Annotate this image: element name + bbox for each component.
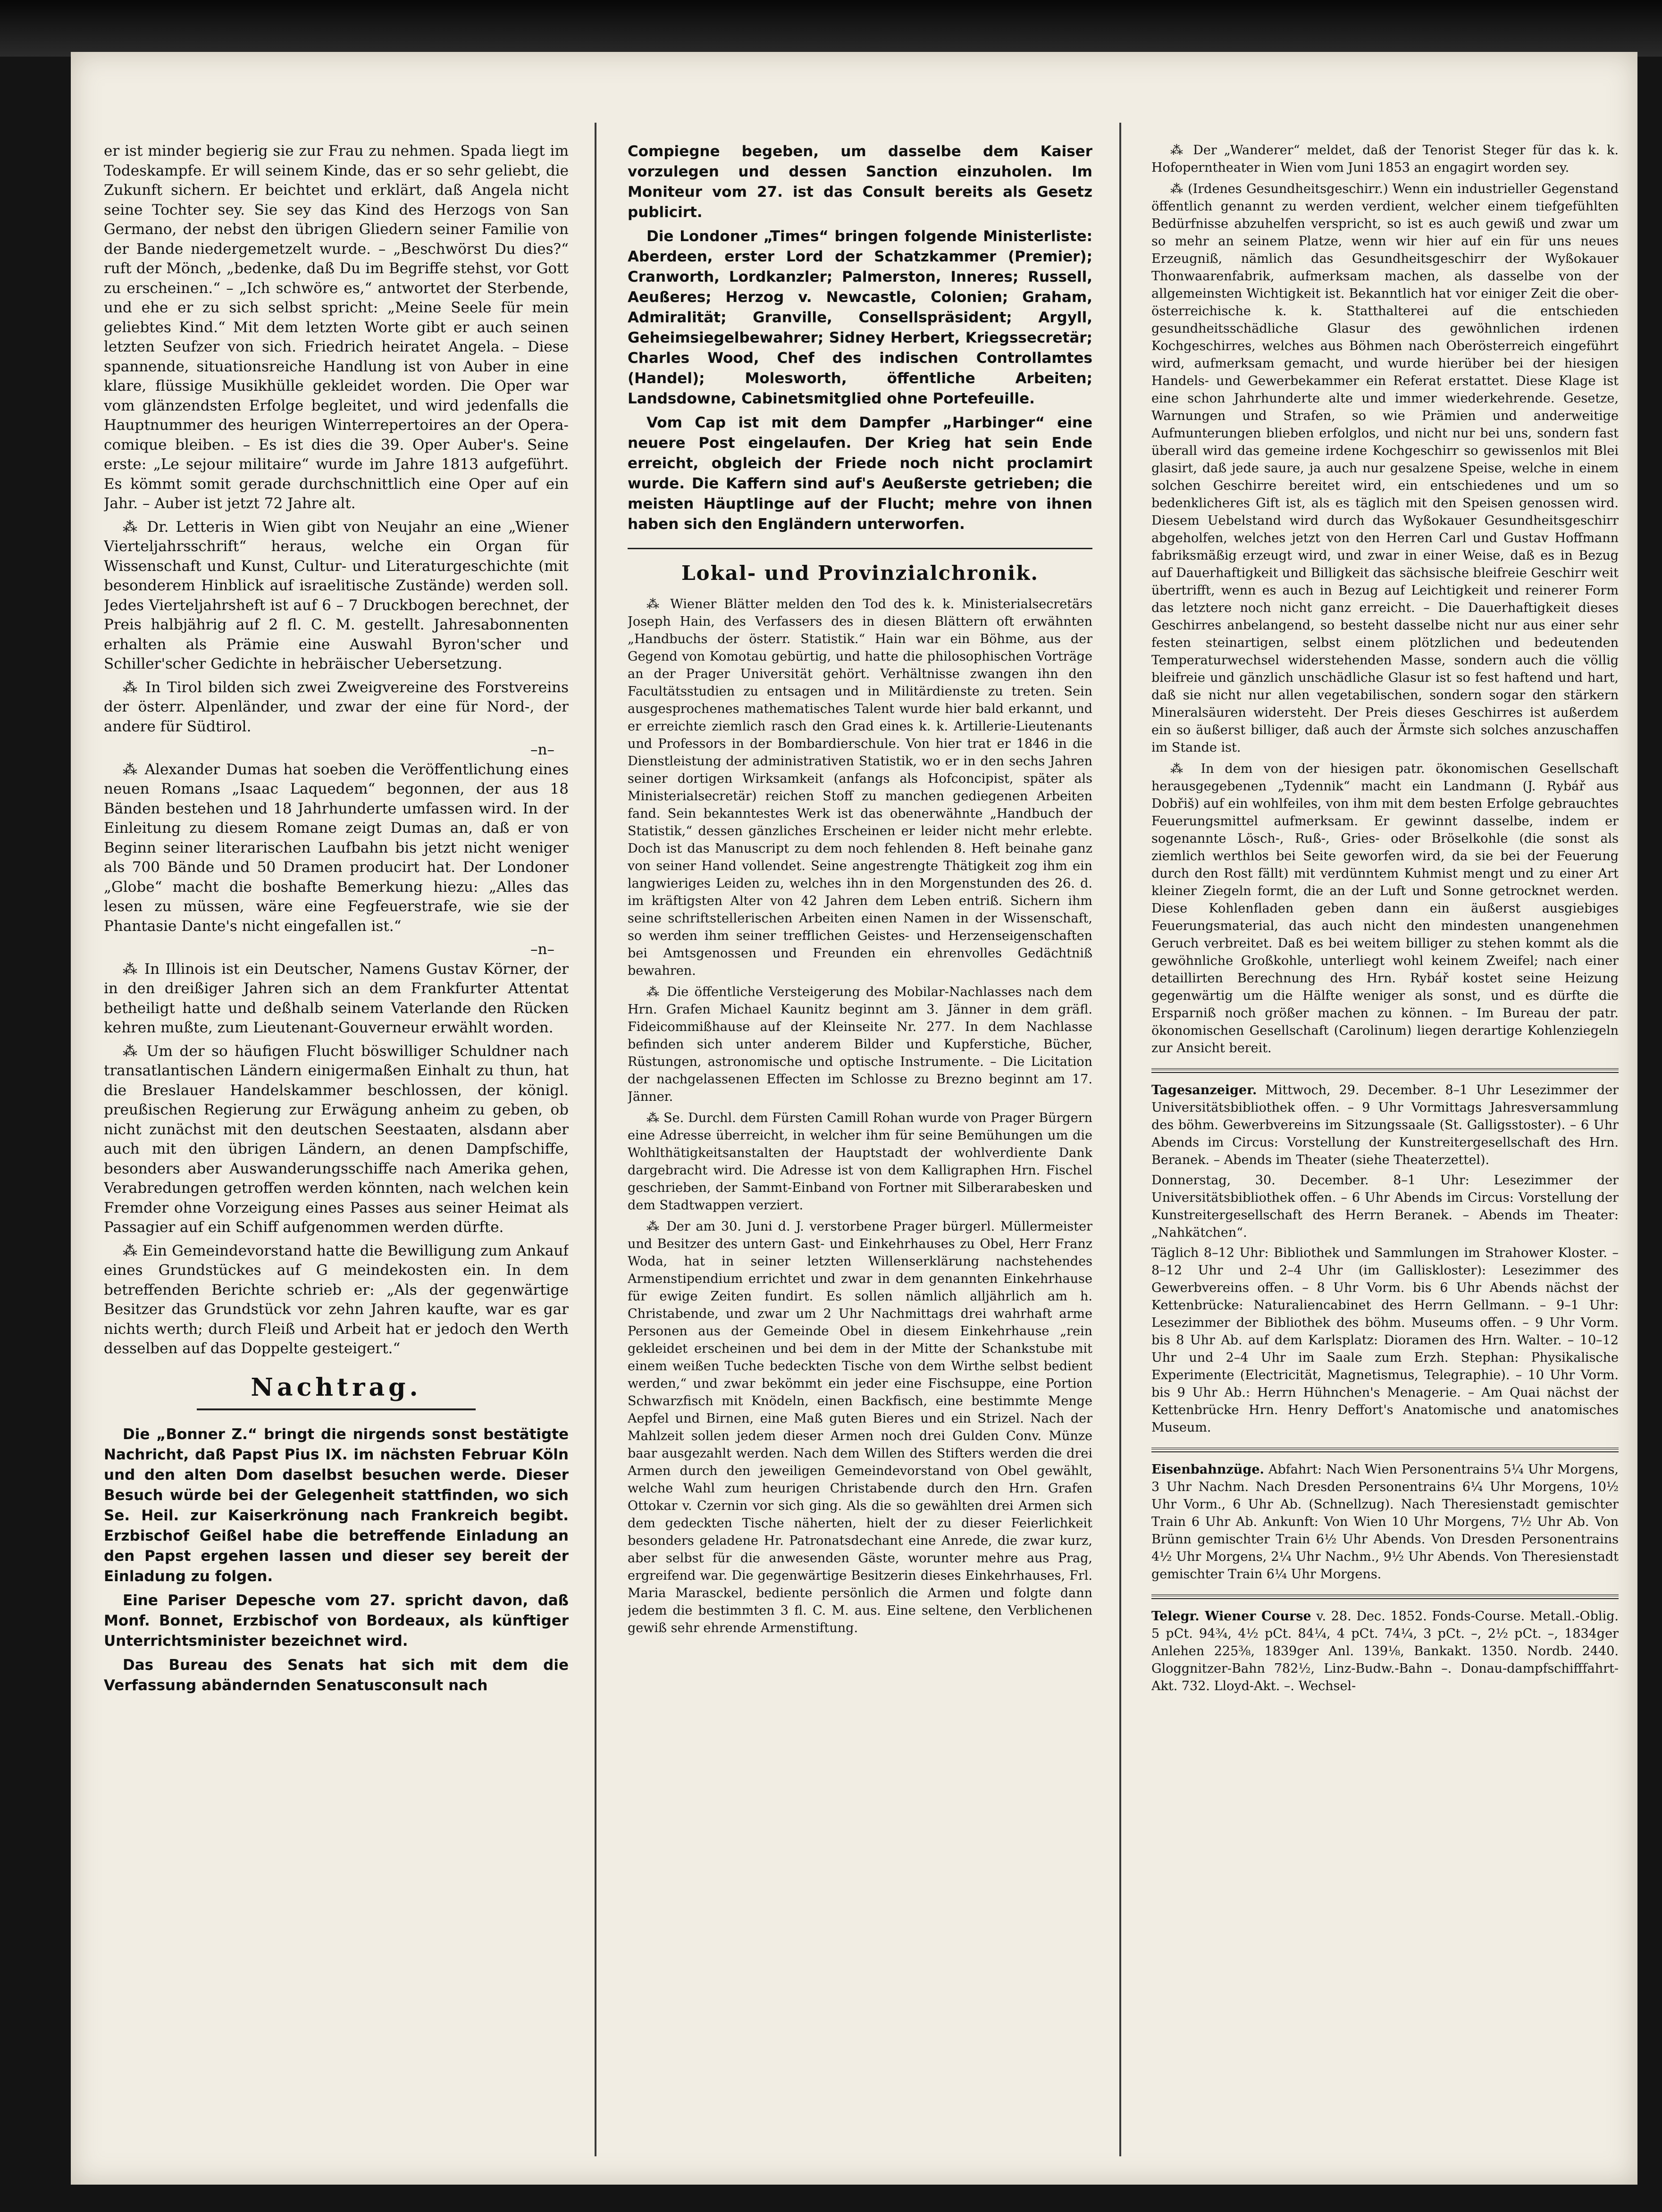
column-right	[1151, 142, 1619, 2166]
article-paragraph: Vom Cap ist mit dem Dampfer „Harbinger“ eine neuere Post eingelaufen. Der Krieg hat sein Ende erreicht, obgleich der Friede noch nicht proclamirt wurde. Die Kaffern sind auf's Aeußerste getrieben; die meisten Häuptlinge auf der Flucht; mehre von ihnen haben sich den Engländern unterworfen.	[628, 414, 1092, 533]
column-middle	[628, 142, 1092, 2166]
nachtrag-heading: Nachtrag.	[251, 1373, 422, 1402]
article-paragraph: er ist minder begierig sie zur Frau zu nehmen. Spada liegt im Todeskampfe. Er will seinem Kinde, das er so sehr geliebt, die Zukunft sichern. Er beichtet und erklärt, daß Angela nicht seine Tochter sey. Sie sey das Kind des Herzogs von San Germano, der nebst den übrigen Gliedern seiner Familie von der Bande niedergemetzelt wurde. – „Beschwörst Du dies?“ ruft der Mönch, „bedenke, daß Du im Begriffe stehst, vor Gott zu erscheinen.“ – „Ich schwöre es,“ antwortet der Sterbende, und ehe er zu sich selbst spricht: „Meine Seele für mein geliebtes Kind.“ Mit dem letzten Worte gibt er auch seinen letzten Seufzer von sich. Friedrich heiratet Angela. – Diese spannende, situationsreiche Handlung ist von Auber in eine klare, flüssige Musikhülle gekleidet worden. Die Oper war vom glänzendsten Erfolge begleitet, und wird jedenfalls die Hauptnummer des heurigen Winterrepertoires an der Opera-comique bleiben. – Es ist dies die 39. Oper Auber's. Seine erste: „Le sejour militaire“ wurde im Jahre 1813 aufgeführt. Es kömmt somit gerade durchschnittlich eine Oper auf ein Jahr. – Auber ist jetzt 72 Jahre alt.	[104, 142, 569, 512]
eisenbahn-block	[1151, 1461, 1619, 1583]
article-signature: –n–	[530, 741, 554, 758]
nachtrag-paragraph: Das Bureau des Senats hat sich mit dem die Verfassung abändernden Senatusconsult nach	[104, 1657, 569, 1694]
section-rule	[628, 548, 1092, 549]
kurse-block	[1151, 1608, 1619, 1695]
kurse-text: v. 28. Dec. 1852. Fonds-Course. Metall.-Oblig. 5 pCt. 94¾, 4½ pCt. 84¼, 4 pCt. 74¼, 3 pCt. –, 2½ pCt. –, 1834ger Anlehen 225⅜, 1839ger Anl. 139⅛, Bankakt. 1350. Nordb. 2440. Gloggnitzer-Bahn 782½, Linz-Budw.-Bahn –. Donau-dampfschifffahrt-Akt. 732. Lloyd-Akt. –. Wechsel-	[1151, 1609, 1619, 1693]
newspaper-page	[71, 52, 1637, 2185]
listing-rule	[1151, 1068, 1619, 1073]
nachtrag-paragraph: Eine Pariser Depesche vom 27. spricht davon, daß Monf. Bonnet, Erzbischof von Bordeaux, als künftiger Unterrichtsminister bezeichnet wird.	[104, 1592, 569, 1650]
column-rule-1	[595, 123, 596, 2156]
article-paragraph: ⁂ Die öffentliche Versteigerung des Mobilar-Nachlasses nach dem Hrn. Grafen Michael Kaunitz beginnt am 3. Jänner in dem gräfl. Fideicommißhause auf der Kleinseite Nr. 277. In dem Nachlasse befinden sich unter anderem Bilder und Kupferstiche, Bücher, Rüstungen, astronomische und optische Instrumente. – Die Licitation der nachgelassenen Effecten im Schlosse zu Brezno beginnt am 17. Jänner.	[628, 984, 1092, 1104]
article-paragraph: ⁂ Wiener Blätter melden den Tod des k. k. Ministerialsecretärs Joseph Hain, des Verfassers des in diesen Blättern oft erwähnten „Handbuchs der österr. Statistik.“ Hain war ein Böhme, aus der Gegend von Komotau gebürtig, und hatte die philosophischen Vorträge an der Prager Universität gehört. Verhältnisse zwangen ihn den Facultätsstudien zu entsagen und in Militärdienste zu treten. Sein ausgesprochenes mathematisches Talent wurde hier bald erkannt, und er erreichte ziemlich rasch den Grad eines k. k. Artillerie-Lieutenants und Professors in der Bombardierschule. Von hier trat er 1846 in die Dienstleistung der administrativen Statistik, wo er in den sechs Jahren seiner dortigen Wirksamkeit (anfangs als Hofconcipist, später als Ministerialsecretär) reichen Stoff zu manchen gediegenen Arbeiten fand. Sein bekanntestes Werk ist das obenerwähnte „Handbuch der Statistik,“ dessen gänzliches Erscheinen er leider nicht mehr erlebte. Doch ist das Manuscript zu dem noch fehlenden 8. Heft beinahe ganz von seiner Hand vollendet. Seine angestrengte Thätigkeit zog ihm ein langwieriges Leiden zu, welches ihn in den Morgenstunden des 26. d. im kräftigsten Alter von 42 Jahren dem Leben entriß. Sichern ihm seine schriftstellerischen Arbeiten einen Namen in der Wissenschaft, so werden ihm seiner trefflichen Geistes- und Herzenseigenschaften bei Amtsgenossen und Freunden ein ehrenvolles Gedächtniß bewahren.	[628, 596, 1092, 978]
article-paragraph: ⁂ Alexander Dumas hat soeben die Veröffentlichung eines neuen Romans „Isaac Laquedem“ begonnen, der aus 18 Bänden bestehen und 18 Jahrhunderte umfassen wird. In der Einleitung zu diesem Romane zeigt Dumas an, daß er von Beginn seiner literarischen Laufbahn bis jetzt nicht weniger als 700 Bände und 50 Dramen producirt hat. Der Londoner „Globe“ macht die boshafte Bemerkung hiezu: „Alles das lesen zu müssen, wäre eine Fegfeuerstrafe, wie sie der Phantasie Dante's nicht eingefallen ist.“	[104, 761, 569, 935]
scan-border-top	[0, 0, 1662, 57]
notices-block	[1151, 142, 1619, 1057]
article-signature: –n–	[530, 941, 554, 958]
section-heading-lokalchronik: Lokal- und Provinzialchronik.	[681, 561, 1039, 585]
tagesanzeiger-block	[1151, 1081, 1619, 1436]
tagesanzeiger-text: Mittwoch, 29. December. 8–1 Uhr Lesezimmer der Universitätsbibliothek offen. – 9 Uhr Vormittags Jahresversammlung des böhm. Gewerbvereins im Sitzungssaale (St. Galligsstoster). – 6 Uhr Abends im Circus: Vorstellung der Kunstreitergesellschaft des Hrn. Beranek. – Abends im Theater (siehe Theaterzettel).	[1151, 1083, 1619, 1167]
article-paragraph: ⁂ In Illinois ist ein Deutscher, Namens Gustav Körner, der in den dreißiger Jahren sich an dem Frankfurter Attentat betheiligt hatte und deßhalb seinem Vaterlande den Rücken kehren mußte, zum Lieutenant-Gouverneur erwählt worden.	[104, 960, 569, 1036]
eisenbahn-text: Abfahrt: Nach Wien Personentrains 5¼ Uhr Morgens, 3 Uhr Nachm. Nach Dresden Personentrains 6¼ Uhr Morgens, 10½ Uhr Vorm., 6 Uhr Ab. (Schnellzug). Nach Theresienstadt gemischter Train 6 Uhr Ab. Ankunft: Von Wien 10 Uhr Morgens, 7½ Uhr Ab. Von Brünn gemischter Train 6½ Uhr Abends. Von Dresden Personentrains 4½ Uhr Morgens, 2¼ Uhr Nachm., 9½ Uhr Abends. Von Theresienstadt gemischter Train 6¼ Uhr Morgens.	[1151, 1462, 1619, 1582]
heading-rule	[197, 1408, 476, 1410]
listing-rule	[1151, 1448, 1619, 1452]
column-rule-2	[1119, 123, 1121, 2156]
article-paragraph: ⁂ Der „Wanderer“ meldet, daß der Tenorist Steger für das k. k. Hofoperntheater in Wien vom Juni 1853 an engagirt worden sey.	[1151, 143, 1619, 175]
politics-block	[628, 142, 1092, 535]
tagesanzeiger-entry: Donnerstag, 30. December. 8–1 Uhr: Lesezimmer der Universitätsbibliothek offen. – 6 Uhr Abends im Circus: Vorstellung der Kunstreitergesellschaft des Herrn Beranek. – Abends im Theater: „Nahkätchen“.	[1151, 1173, 1619, 1240]
article-paragraph: ⁂ Dr. Letteris in Wien gibt von Neujahr an eine „Wiener Vierteljahrsschrift“ heraus, welche ein Organ für Wissenschaft und Kunst, Cultur- und Literaturgeschichte (mit besonderem Hinblick auf israelitische Zustände) werden soll. Jedes Vierteljahrsheft ist auf 6 – 7 Druckbogen berechnet, der Preis halbjährig auf 2 fl. C. M. gestellt. Jahresabonnenten erhalten als Prämie eine Auswahl Byron'scher und Schiller'scher Gedichte in hebräischer Uebersetzung.	[104, 518, 569, 672]
nachtrag-paragraph: Die „Bonner Z.“ bringt die nirgends sonst bestätigte Nachricht, daß Papst Pius IX. im nächsten Februar Köln und den alten Dom daselbst besuchen werde. Dieser Besuch würde bei der Gelegenheit stattfinden, wo sich Se. Heil. zur Kaiserkrönung nach Frankreich begibt. Erzbischof Geißel habe die betreffende Einladung an den Papst ergehen lassen und dieser sey bereit der Einladung zu folgen.	[104, 1426, 569, 1585]
tagesanzeiger-entry: Täglich 8–12 Uhr: Bibliothek und Sammlungen im Strahower Kloster. – 8–12 Uhr und 2–4 Uhr (im Galliskloster): Lesezimmer des Gewerbvereins offen. – 8 Uhr Vorm. bis 6 Uhr Abends nächst der Kettenbrücke: Naturaliencabinet des Herrn Gellmann. – 9–1 Uhr: Lesezimmer der Bibliothek des böhm. Museums offen. – 9 Uhr Vorm. bis 8 Uhr Ab. auf dem Karlsplatz: Dioramen des Hrn. Walter. – 10–12 Uhr und 2–4 Uhr im Saale zum Erzh. Stephan: Physikalische Experimente (Electricität, Magnetismus, Telegraphie). – 10 Uhr Vorm. bis 9 Uhr Ab.: Herrn Hühnchen's Menagerie. – Am Quai nächst der Kettenbrücke Hrn. Henry Deffort's Anatomische und anatomisches Museum.	[1151, 1246, 1619, 1435]
article-paragraph: ⁂ Se. Durchl. dem Fürsten Camill Rohan wurde von Prager Bürgern eine Adresse überreicht, in welcher ihm für seine Bemühungen um die Wohlthätigkeitsanstalten der Hauptstadt der wohlverdiente Dank dargebracht wird. Die Adresse ist von dem Kalligraphen Hrn. Fischel geschrieben, der Sammt-Einband von Fortner mit Silberarabesken und dem Stadtwappen verziert.	[628, 1110, 1092, 1213]
article-paragraph: Compiegne begeben, um dasselbe dem Kaiser vorzulegen und dessen Sanction einzuholen. Im Moniteur vom 27. ist das Consult bereits als Gesetz publicirt.	[628, 143, 1092, 221]
nachtrag-body	[104, 1424, 569, 1696]
chronik-block	[628, 595, 1092, 1637]
listing-rule	[1151, 1594, 1619, 1599]
eisenbahn-label: Eisenbahnzüge.	[1151, 1462, 1264, 1477]
article-paragraph: ⁂ Um der so häufigen Flucht böswilliger Schuldner nach transatlantischen Ländern einigermaßen Einhalt zu thun, hat die Breslauer Handelskammer beschlossen, der königl. preußischen Regierung zur Erwägung anheim zu geben, ob nicht zunächst mit den deutschen Seestaaten, alsdann aber auch mit den übrigen Ländern, an denen Dampfschiffe, besonders aber Auswanderungsschiffe nach Amerika gehen, Verabredungen getroffen werden könnten, nach welchen kein Fremder ohne Vorzeigung eines Passes aus seiner Heimat als Passagier auf ein Schiff aufgenommen werden dürfte.	[104, 1042, 569, 1236]
article-paragraph: ⁂ In Tirol bilden sich zwei Zweigvereine des Forstvereins der österr. Alpenländer, und zwar der eine für Nord-, der andere für Südtirol.	[104, 679, 569, 735]
article-paragraph: ⁂ (Irdenes Gesundheitsgeschirr.) Wenn ein industrieller Gegenstand öffentlich genannt zu werden verdient, welcher einem tiefgefühlten Bedürfnisse abzuhelfen verspricht, so ist es auch gewiß und zwar um so mehr an seinem Platze, wenn wir hier auf ein für uns neues Erzeugniß, nämlich das Gesundheitsgeschirr der Wyßokauer Thonwaarenfabrik, aufmerksam machen, als dasselbe von der allgemeinsten Wichtigkeit ist. Bekanntlich hat vor einiger Zeit die ober-österreichische k. k. Statthalterei auf die entschieden gesundheitsschädliche Glasur des gewöhnlichen irdenen Kochgeschirres, welches aus Böhmen nach Oberösterreich eingeführt wird, aufmerksam gemacht, und wurde hierüber bei der hiesigen Handels- und Gewerbekammer ein Referat erstattet. Diese Klage ist eine schon Jahrhunderte alte und immer wiederkehrende. Gesetze, Warnungen und Strafen, so wie Prämien und anderweitige Aufmunterungen blieben erfolglos, und nicht nur bei uns, sondern fast überall wird das gemeine irdene Kochgeschirr so gewissenlos mit Blei glasirt, daß jede saure, ja auch nur gesalzene Speise, welche in einem solchen Geschirre bereitet wird, ein entschiedenes und um so bedenklicheres Gift ist, als es täglich mit den Speisen genossen wird. Diesem Uebelstand wird durch das Wyßokauer Gesundheitsgeschirr abgeholfen, welches jetzt von den Herren Carl und Gustav Hoffmann fabriksmäßig erzeugt wird, und zwar in einer Weise, daß es in Bezug auf Dauerhaftigkeit und Billigkeit das sächsische bleifreie Geschirr weit übertrifft, wenn es auch in Bezug auf Leichtigkeit und reinerer Form das letztere noch nicht ganz erreicht. – Die Dauerhaftigkeit dieses Geschirres anbelangend, so besteht dasselbe nicht nur aus einer sehr festen steinartigen, selbst einem plötzlichen und bedeutenden Temperaturwechsel widerstehenden Masse, sondern auch die völlig bleifreie und gänzlich unschädliche Glasur ist so fest haftend und hart, daß sie nicht nur allen vegetabilischen, sondern sogar den stärkern Mineralsäuren widersteht. Der Preis dieses Geschirres ist außerdem ein so äußerst billiger, daß auch der Ärmste sich solches anzuschaffen im Stande ist.	[1151, 182, 1619, 755]
article-paragraph: Die Londoner „Times“ bringen folgende Ministerliste: Aberdeen, erster Lord der Schatzkammer (Premier); Cranworth, Lordkanzler; Palmerston, Inneres; Russell, Aeußeres; Herzog v. Newcastle, Colonien; Graham, Admiralität; Granville, Consellspräsident; Argyll, Geheimsiegelbewahrer; Sidney Herbert, Kriegssecretär; Charles Wood, Chef des indischen Controllamtes (Handel); Molesworth, öffentliche Arbeiten; Landsdowne, Cabinetsmitglied ohne Portefeuille.	[628, 228, 1092, 407]
kurse-label: Telegr. Wiener Course	[1151, 1609, 1311, 1624]
kurse-entry	[1151, 1608, 1619, 1695]
eisenbahn-entry	[1151, 1461, 1619, 1583]
tagesanzeiger-label: Tagesanzeiger.	[1151, 1083, 1257, 1098]
tagesanzeiger-entry	[1151, 1081, 1619, 1169]
article-paragraph: ⁂ In dem von der hiesigen patr. ökonomischen Gesellschaft herausgegebenen „Tydennik“ macht ein Landmann (J. Rybář aus Dobřiš) auf ein wohlfeiles, von ihm mit dem besten Erfolge gebrauchtes Feuerungsmittel aufmerksam. Er gewinnt dasselbe, indem er sogenannte Lösch-, Ruß-, Gries- oder Bröselkohle (die sonst als ziemlich werthlos bei Seite geworfen wird, da sie bei der Feuerung durch den Rost fällt) mit verdünntem Kuhmist mengt und zu einer Art kleiner Ziegeln formt, die an der Luft und Sonne getrocknet werden. Diese Kohlenfladen geben dann ein äußerst ausgiebiges Feuerungsmaterial, das auch nicht den mindesten unangenehmen Geruch verbreitet. Daß es bei weitem billiger zu stehen kommt als die gewöhnliche Großkohle, unterliegt wohl keinem Zweifel; nach einer detaillirten Berechnung des Hrn. Rybář kostet seine Heizung gegenwärtig um die Hälfte weniger als sonst, und es dürfte die Ersparniß noch größer machen zu können. – Im Bureau der patr. ökonomischen Gesellschaft (Carolinum) liegen derartige Kohlenziegeln zur Ansicht bereit.	[1151, 762, 1619, 1056]
article-paragraph: ⁂ Der am 30. Juni d. J. verstorbene Prager bürgerl. Müllermeister und Besitzer des untern Gast- und Einkehrhauses zu Obel, Herr Franz Woda, hat in seiner letzten Willenserklärung nachstehendes Armenstipendium errichtet und zwar in dem genannten Einkehrhause für ewige Zeiten fundirt. Es sollen nämlich alljährlich am h. Christabende, und zwar um 2 Uhr Nachmittags drei wahrhaft arme Personen aus der Gemeinde Obel in diesem Einkehrhause „rein gekleidet erscheinen und bei dem in der Mitte der Schankstube mit einem weißen Tuche bedeckten Tische von dem Wirthe selbst bedient werden,“ und zwar bekömmt ein jeder eine Fischsuppe, eine Portion Schwarzfisch mit Knödeln, einen Backfisch, eine bestimmte Menge Aepfel und Birnen, eine Maß guten Bieres und ein Strizel. Nach der Mahlzeit sollen jedem dieser Armen noch drei Gulden Conv. Münze baar ausgezahlt werden. Nach dem Willen des Stifters werden die drei Armen durch den jeweiligen Gemeindevorstand von Obel gewählt, welche Wahl zum heurigen Christabende durch den Hrn. Grafen Ottokar v. Czernin vor sich ging. Als die so gewählten drei Armen sich dem gedeckten Tische näherten, hielt der zu dieser Feierlichkeit besonders geladene Hr. Patronatsdechant eine Anrede, die zwar kurz, aber selbst für die anwesenden Gäste, worunter mehre aus Prag, ergreifend war. Die gegenwärtige Besitzerin dieses Einkehrhauses, Frl. Maria Marasckel, bediente persönlich die Armen und folgte dann jedem die bestimmten 3 fl. C. M. aus. Eine seltene, den Verblichenen gewiß sehr ehrende Armenstiftung.	[628, 1219, 1092, 1635]
column-left	[104, 142, 569, 2166]
article-paragraph: ⁂ Ein Gemeindevorstand hatte die Bewilligung zum Ankauf eines Grundstückes auf G meindekosten ein. In dem betreffenden Berichte schrieb er: „Als der gegenwärtige Besitzer das Grundstück vor zehn Jahren kaufte, war es gar nichts werth; durch Fleiß und Arbeit hat er jedoch den Werth desselben auf das Doppelte gesteigert.“	[104, 1242, 569, 1357]
